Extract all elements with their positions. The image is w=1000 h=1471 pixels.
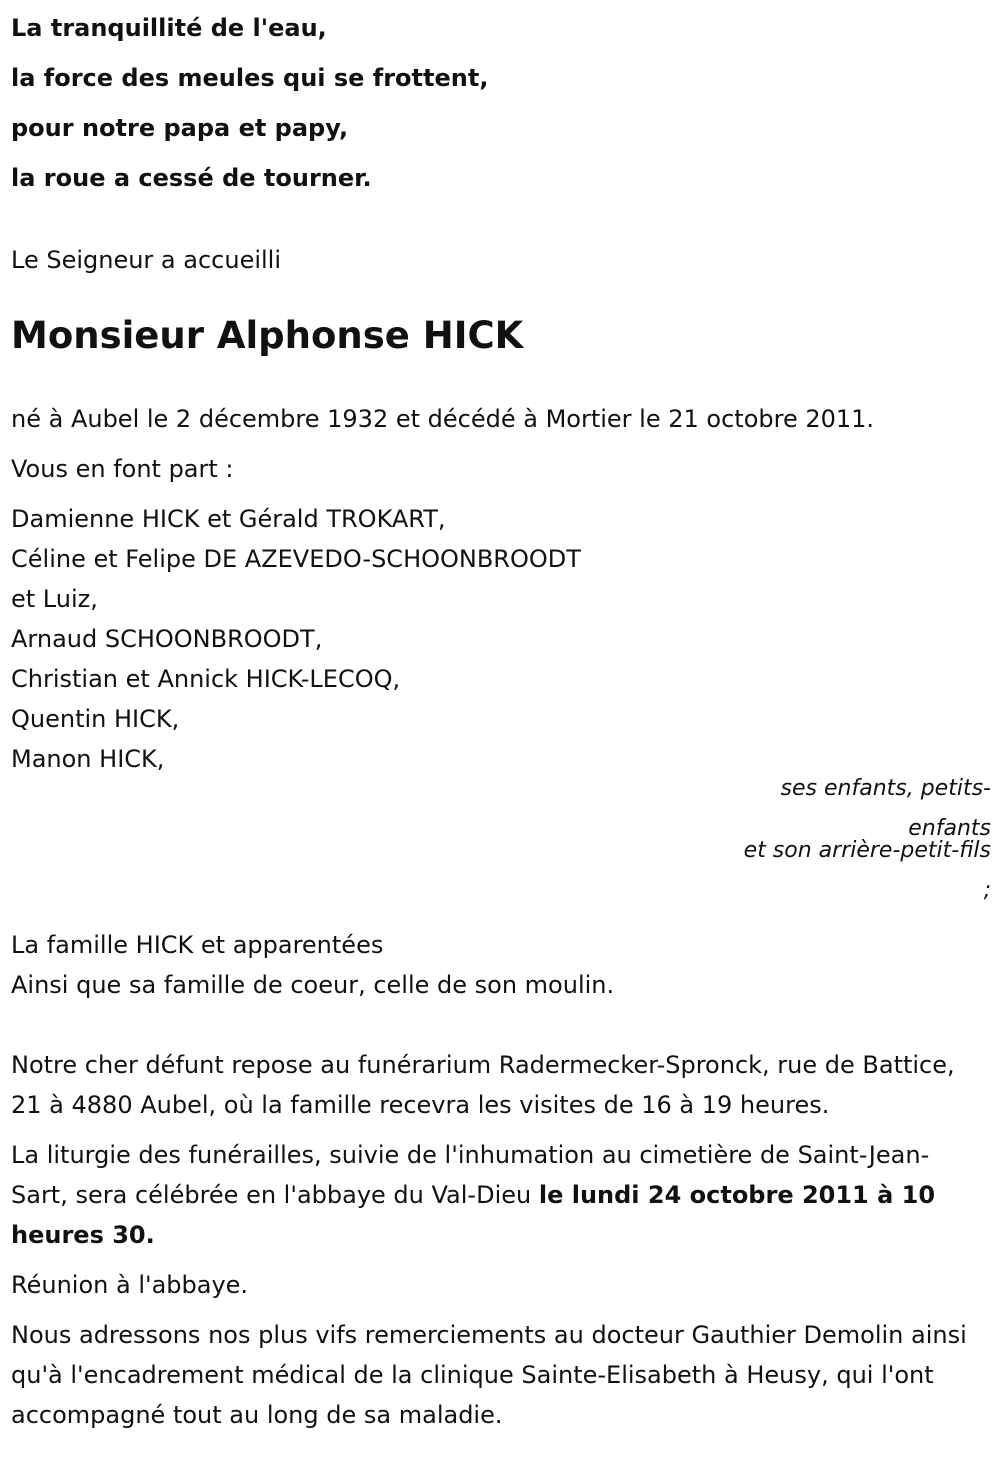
liturgy-paragraph — [11, 1135, 986, 1255]
poem-line: la roue a cessé de tourner. — [11, 164, 372, 192]
relationship-block — [11, 776, 991, 925]
birth-death-line: né à Aubel le 2 décembre 1932 et décédé à Mortier le 21 octobre 2011. — [11, 405, 875, 433]
family-member: Damienne HICK et Gérald TROKART, — [11, 505, 446, 533]
family-list — [11, 499, 991, 779]
extended-family-line: La famille HICK et apparentées — [11, 931, 384, 959]
poem-line: pour notre papa et papy, — [11, 114, 349, 142]
reunion-line: Réunion à l'abbaye. — [11, 1271, 249, 1299]
family-member: Arnaud SCHOONBROODT, — [11, 625, 323, 653]
family-member: et Luiz, — [11, 585, 98, 613]
liturgy-date: le lundi 24 octobre 2011 à 10 heures 30. — [11, 1181, 936, 1249]
family-member: Manon HICK, — [11, 745, 165, 773]
thanks-paragraph: Nous adressons nos plus vifs remerciements au docteur Gauthier Demolin ainsi qu'à l'encadrement médical de la clinique Sainte-Elisabeth à Heusy, qui l'ont accompagné tout au long de sa maladie. — [11, 1321, 967, 1429]
repose-paragraph: Notre cher défunt repose au funérarium Radermecker-Spronck, rue de Battice, 21 à 4880 Aubel, où la famille recevra les visites de 16 à 19 heures. — [11, 1051, 955, 1119]
family-member: Céline et Felipe DE AZEVEDO-SCHOONBROODT — [11, 545, 581, 573]
obituary-notice — [11, 0, 991, 1435]
relationship-children: ses enfants, petits-enfants — [780, 776, 991, 841]
intro-text: Le Seigneur a accueilli — [11, 246, 282, 274]
poem-line: la force des meules qui se frottent, — [11, 64, 489, 92]
family-member: Christian et Annick HICK-LECOQ, — [11, 665, 401, 693]
liturgy-text: La liturgie des funérailles, suivie de l'inhumation au cimetière de Saint-Jean-Sart, sera célébrée en l'abbaye du Val-Dieu — [11, 1141, 930, 1209]
deceased-name: Monsieur Alphonse HICK — [11, 314, 524, 357]
poem-line: La tranquillité de l'eau, — [11, 14, 327, 42]
relationship-great-grandchild: et son arrière-petit-fils ; — [743, 838, 991, 903]
family-member: Quentin HICK, — [11, 705, 180, 733]
extended-family-line: Ainsi que sa famille de coeur, celle de son moulin. — [11, 971, 615, 999]
poem — [11, 3, 991, 203]
announce-line: Vous en font part : — [11, 455, 234, 483]
